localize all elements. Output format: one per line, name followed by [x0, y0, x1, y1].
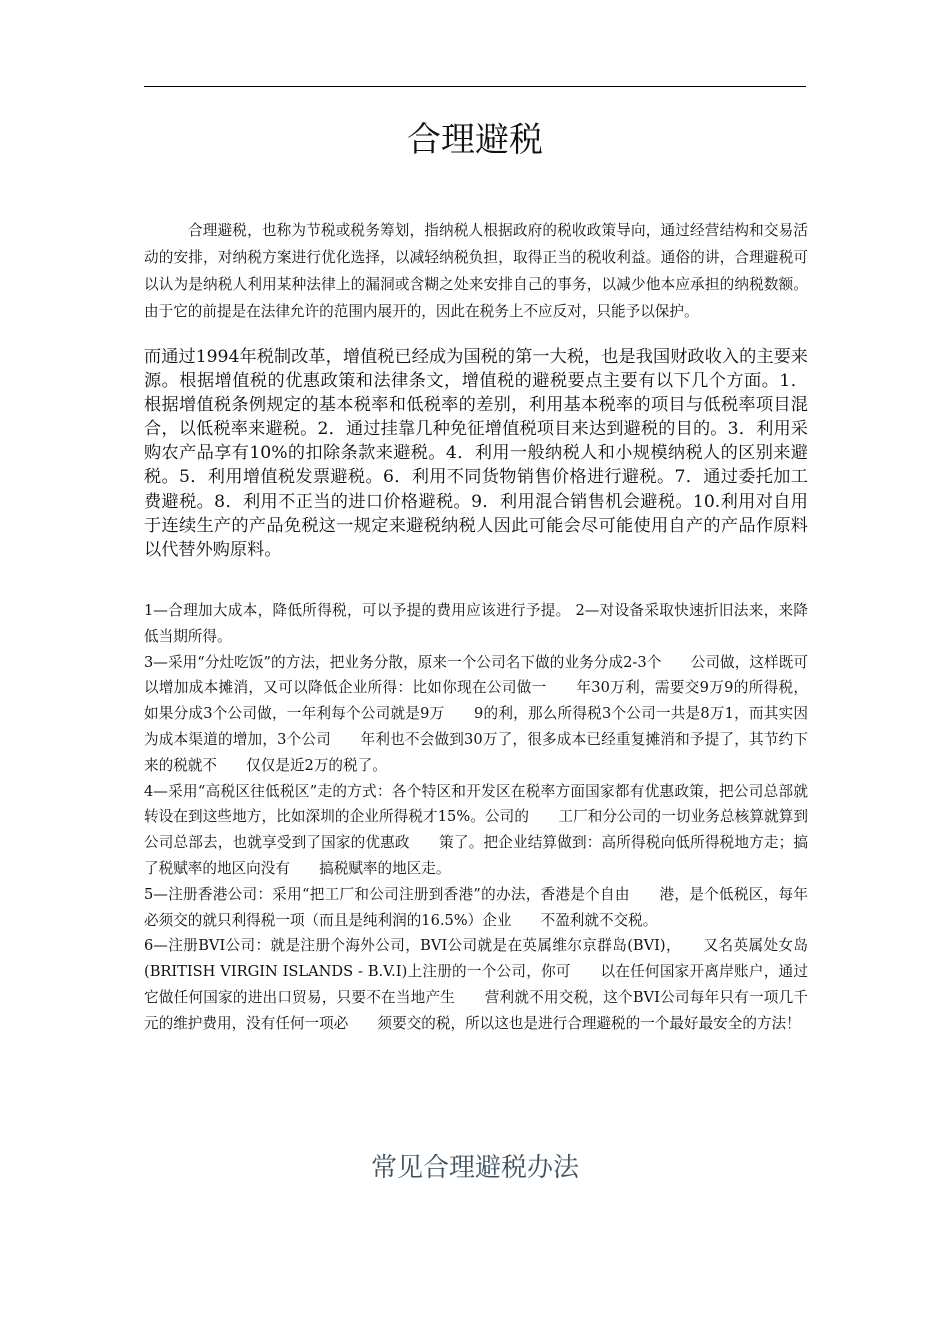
method-item-5: 5—注册香港公司：采用“把工厂和公司注册到香港”的办法，香港是个自由 港，是个低税区，每年必须交的就只利得税一项（而且是纯利润的16.5%）企业 不盈利就不交税。 — [144, 885, 808, 929]
method-item-3: 3—采用“分灶吃饭”的方法，把业务分散，原来一个公司名下做的业务分成2-3个 公司做，这样既可以增加成本摊消，又可以降低企业所得：比如你现在公司做一 年30万利，需要交9万9的所得税，如果分成3个公司做，一年利每个公司就是9万 9的利，那么所得税3个公司一共是8万1，而其实因为成本渠道的增加，3个公司 年利也不会做到30万了，很多成本已经重复摊消和予提了，其节约下来的税就不 仅仅是近2万的税了。 — [144, 653, 808, 774]
page-title: 合理避税 — [407, 120, 543, 160]
vat-paragraph: 而通过1994年税制改革，增值税已经成为国税的第一大税，也是我国财政收入的主要来源。根据增值税的优惠政策和法律条文，增值税的避税要点主要有以下几个方面。1．根据增值税条例规定的基本税率和低税率的差别，利用基本税率的项目与低税率项目混合，以低税率来避税。2．通过挂靠几种免征增值税项目来达到避税的目的。3．利用采购农产品享有10%的扣除条款来避税。4．利用一般纳税人和小规模纳税人的区别来避税。5．利用增值税发票避税。6．利用不同货物销售价格进行避税。7．通过委托加工费避税。8．利用不正当的进口价格避税。9．利用混合销售机会避税。10.利用对自用于连续生产的产品免税这一规定来避税纳税人因此可能会尽可能使用自产的产品作原料以代替外购原料。 — [144, 347, 808, 560]
method-item-6: 6—注册BVI公司：就是注册个海外公司，BVI公司就是在英属维尔京群岛(BVI)， 又名英属处女岛 (BRITISH VIRGIN ISLANDS - B.V.I)上注册的一个公司，你可 以在任何国家开离岸账户，通过它做任何国家的进出口贸易，只要不在当地产生 营利就不用交税，这个BVI公司每年只有一项几千元的维护费用，没有任何一项必 须要交的税，所以这也是进行合理避税的一个最好最安全的方法！ — [144, 937, 808, 1032]
intro-paragraph: 合理避税，也称为节税或税务筹划，指纳税人根据政府的税收政策导向，通过经营结构和交易活动的安排，对纳税方案进行优化选择，以减轻纳税负担，取得正当的税收利益。通俗的讲，合理避税可以认为是纳税人利用某种法律上的漏洞或含糊之处来安排自己的事务，以减少他本应承担的纳税数额。由于它的前提是在法律允许的范围内展开的，因此在税务上不应反对，只能予以保护。 — [144, 222, 808, 320]
method-item-4: 4—采用“高税区往低税区”走的方式：各个特区和开发区在税率方面国家都有优惠政策，把公司总部就转设在到这些地方，比如深圳的企业所得税才15%。公司的 工厂和分公司的一切业务总核算就算到公司总部去，也就享受到了国家的优惠政 策了。把企业结算做到：高所得税向低所得税地方走；搞了税赋率的地区向没有 搞税赋率的地区走。 — [144, 782, 808, 877]
header-rule — [144, 86, 806, 87]
method-item-1: 1—合理加大成本，降低所得税，可以予提的费用应该进行予提。 2—对设备采取快速折旧法来，来降低当期所得。 — [144, 602, 808, 645]
methods-list — [144, 598, 808, 1037]
section-subtitle: 常见合理避税办法 — [370, 1153, 579, 1183]
